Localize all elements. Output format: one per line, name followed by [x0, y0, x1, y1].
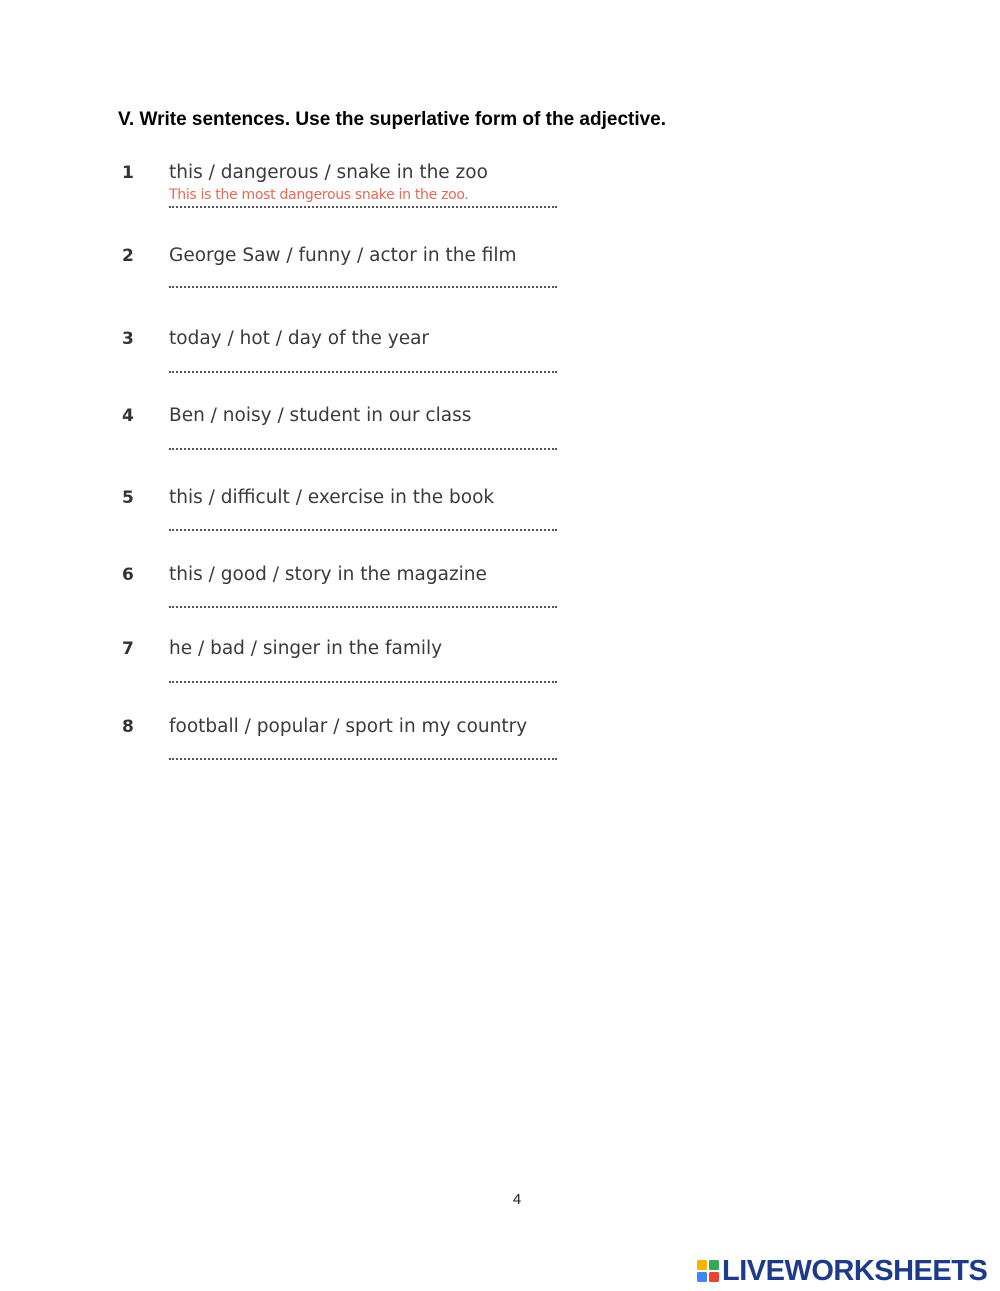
answer-line[interactable]: [169, 606, 557, 608]
exercise-item-8: [122, 717, 562, 777]
answer-line: [169, 206, 557, 208]
item-number: 4: [122, 406, 134, 426]
answer-line[interactable]: [169, 681, 557, 683]
item-number: 6: [122, 565, 134, 585]
item-prompt: today / hot / day of the year: [169, 328, 430, 349]
answer-line[interactable]: [169, 758, 557, 760]
exercise-title: V. Write sentences. Use the superlative form of the adjective.: [118, 109, 667, 130]
exercise-item-7: [122, 639, 562, 699]
item-number: 5: [122, 488, 134, 508]
item-prompt: George Saw / funny / actor in the film: [169, 245, 517, 266]
answer-line[interactable]: [169, 448, 557, 450]
brand-footer: [697, 1257, 987, 1285]
brand-name: LIVEWORKSHEETS: [722, 1255, 988, 1287]
page-number: 4: [512, 1191, 522, 1208]
exercise-item-4: [122, 406, 562, 466]
exercise-item-3: [122, 329, 562, 389]
answer-line[interactable]: [169, 529, 557, 531]
answer-line[interactable]: [169, 371, 557, 373]
exercise-item-1: [122, 163, 562, 223]
item-number: 1: [122, 163, 134, 183]
answer-line[interactable]: [169, 286, 557, 288]
exercise-item-2: [122, 246, 562, 306]
item-number: 3: [122, 329, 134, 349]
item-prompt: Ben / noisy / student in our class: [169, 405, 472, 426]
item-prompt: he / bad / singer in the family: [169, 638, 443, 659]
item-number: 8: [122, 717, 134, 737]
item-prompt: this / good / story in the magazine: [169, 564, 487, 585]
item-answer[interactable]: This is the most dangerous snake in the zoo.: [169, 187, 469, 203]
item-number: 2: [122, 246, 134, 266]
exercise-item-5: [122, 488, 562, 548]
liveworksheets-logo-icon: [697, 1260, 719, 1282]
exercise-item-6: [122, 565, 562, 625]
item-prompt: football / popular / sport in my country: [169, 716, 528, 737]
item-prompt: this / difficult / exercise in the book: [169, 487, 495, 508]
item-number: 7: [122, 639, 134, 659]
item-prompt: this / dangerous / snake in the zoo: [169, 162, 488, 183]
